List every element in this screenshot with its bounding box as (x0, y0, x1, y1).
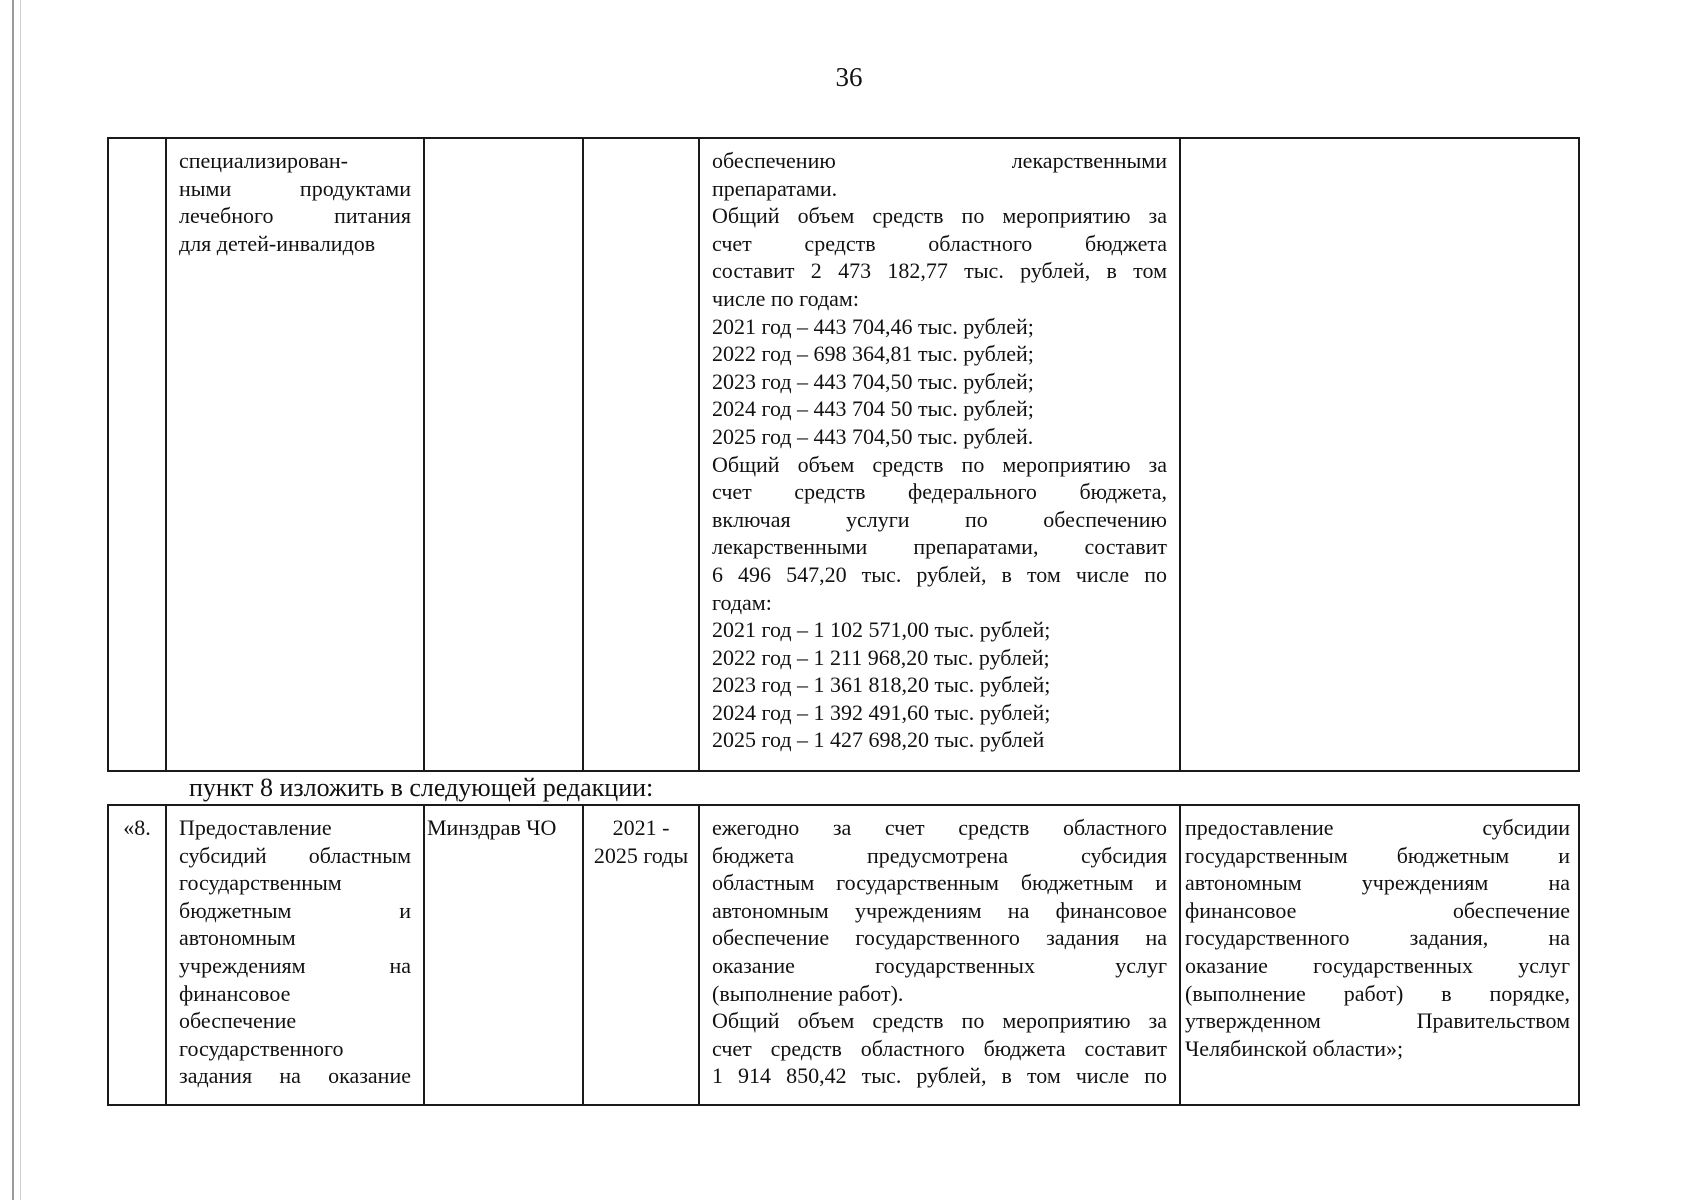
text-line: годам: (712, 589, 772, 615)
cell-name (166, 138, 424, 771)
cell-executor (424, 805, 583, 1105)
text-line: специализирован- (179, 148, 348, 173)
text-line: финансовое обеспечение (1185, 897, 1570, 923)
item-number: «8. (123, 815, 151, 840)
text-line: (выполнение работ) в порядке, (1185, 980, 1570, 1006)
text-line: государственного (179, 1035, 344, 1061)
cell-number (108, 805, 166, 1105)
text-line: Челябинской области»; (1185, 1035, 1404, 1061)
text-line: учреждениям на (179, 952, 411, 978)
description-lines (712, 147, 1167, 754)
text-line: задания на оказание (179, 1063, 411, 1089)
text-line: автономным учреждениям на финансовое (712, 897, 1167, 923)
executor-text: Минздрав ЧО (427, 815, 557, 840)
text-line: Общий объем средств по мероприятию за (712, 1008, 1167, 1034)
text-line: 2022 год – 698 364,81 тыс. рублей; (712, 341, 1034, 367)
name-lines (179, 147, 411, 257)
text-line: составит 2 473 182,77 тыс. рублей, в том (712, 258, 1167, 284)
table-row (108, 138, 1579, 771)
page-number: 36 (835, 62, 863, 92)
text-line: субсидий областным (179, 842, 411, 868)
text-line: 2024 год – 443 704 50 тыс. рублей; (712, 396, 1034, 422)
cell-description (699, 805, 1180, 1105)
text-line: 2023 год – 443 704,50 тыс. рублей; (712, 368, 1034, 394)
cell-period (583, 805, 699, 1105)
text-line: автономным учреждениям на (1185, 870, 1570, 896)
text-line: областным государственным бюджетным и (712, 870, 1167, 896)
result-lines (1185, 814, 1570, 1062)
text-line: лекарственными препаратами, составит (712, 534, 1167, 560)
table-continued (107, 137, 1580, 772)
name-lines (179, 814, 411, 1090)
text-line: бюджетным и (179, 897, 411, 923)
text-line: государственным бюджетным и (1185, 842, 1570, 868)
text-line: для детей-инвалидов (179, 230, 376, 256)
text-line: Общий объем средств по мероприятию за (712, 451, 1167, 477)
text-line: обеспечению лекарственными (712, 148, 1167, 173)
text-line: ежегодно за счет средств областного (712, 815, 1167, 840)
text-line: 2025 годы (593, 842, 689, 868)
text-line: государственного задания, на (1185, 925, 1570, 951)
text-line: 1 914 850,42 тыс. рублей, в том числе по (712, 1063, 1167, 1089)
text-line: включая услуги по обеспечению (712, 506, 1167, 532)
text-line: автономным (179, 925, 296, 951)
text-line: 2022 год – 1 211 968,20 тыс. рублей; (712, 644, 1050, 670)
text-line: 2025 год – 443 704,50 тыс. рублей. (712, 423, 1034, 449)
text-line: счет средств областного бюджета составит (712, 1035, 1167, 1061)
text-line: Общий объем средств по мероприятию за (712, 203, 1167, 229)
scan-edge-line-secondary (20, 0, 21, 1200)
text-line: оказание государственных услуг (1185, 952, 1570, 978)
text-line: 2025 год – 1 427 698,20 тыс. рублей (712, 727, 1045, 753)
text-line: бюджета предусмотрена субсидия (712, 842, 1167, 868)
text-line: 2021 год – 443 704,46 тыс. рублей; (712, 313, 1034, 339)
text-line: (выполнение работ). (712, 980, 904, 1006)
text-line: числе по годам: (712, 285, 859, 311)
text-line: 2021 - (612, 815, 670, 840)
text-line: финансовое (179, 980, 291, 1006)
text-line: оказание государственных услуг (712, 952, 1167, 978)
text-line: Предоставление (179, 815, 332, 840)
text-line: обеспечение государственного задания на (712, 925, 1167, 951)
text-line: лечебного питания (179, 203, 411, 229)
cell-description (699, 138, 1180, 771)
text-line: препаратами. (712, 175, 838, 201)
text-line: предоставление субсидии (1185, 815, 1570, 840)
cell-name (166, 805, 424, 1105)
cell-executor-empty (424, 138, 583, 771)
text-line: 2023 год – 1 361 818,20 тыс. рублей; (712, 672, 1051, 698)
table-row (108, 805, 1579, 1105)
instruction-text: пункт 8 изложить в следующей редакции: (189, 773, 654, 802)
period-lines (586, 814, 696, 869)
description-lines (712, 814, 1167, 1090)
text-line: ными продуктами (179, 175, 411, 201)
text-line: счет средств областного бюджета (712, 230, 1167, 256)
text-line: 2021 год – 1 102 571,00 тыс. рублей; (712, 617, 1051, 643)
text-line: 2024 год – 1 392 491,60 тыс. рублей; (712, 699, 1051, 725)
cell-period-empty (583, 138, 699, 771)
text-line: государственным (179, 870, 342, 896)
cell-result (1180, 805, 1579, 1105)
cell-number-empty (108, 138, 166, 771)
table-item-8 (107, 804, 1580, 1106)
text-line: 6 496 547,20 тыс. рублей, в том числе по (712, 561, 1167, 587)
text-line: счет средств федерального бюджета, (712, 479, 1167, 505)
scan-edge-line (12, 0, 14, 1200)
text-line: утвержденном Правительством (1185, 1008, 1570, 1034)
text-line: обеспечение (179, 1008, 297, 1034)
cell-result-empty (1180, 138, 1579, 771)
